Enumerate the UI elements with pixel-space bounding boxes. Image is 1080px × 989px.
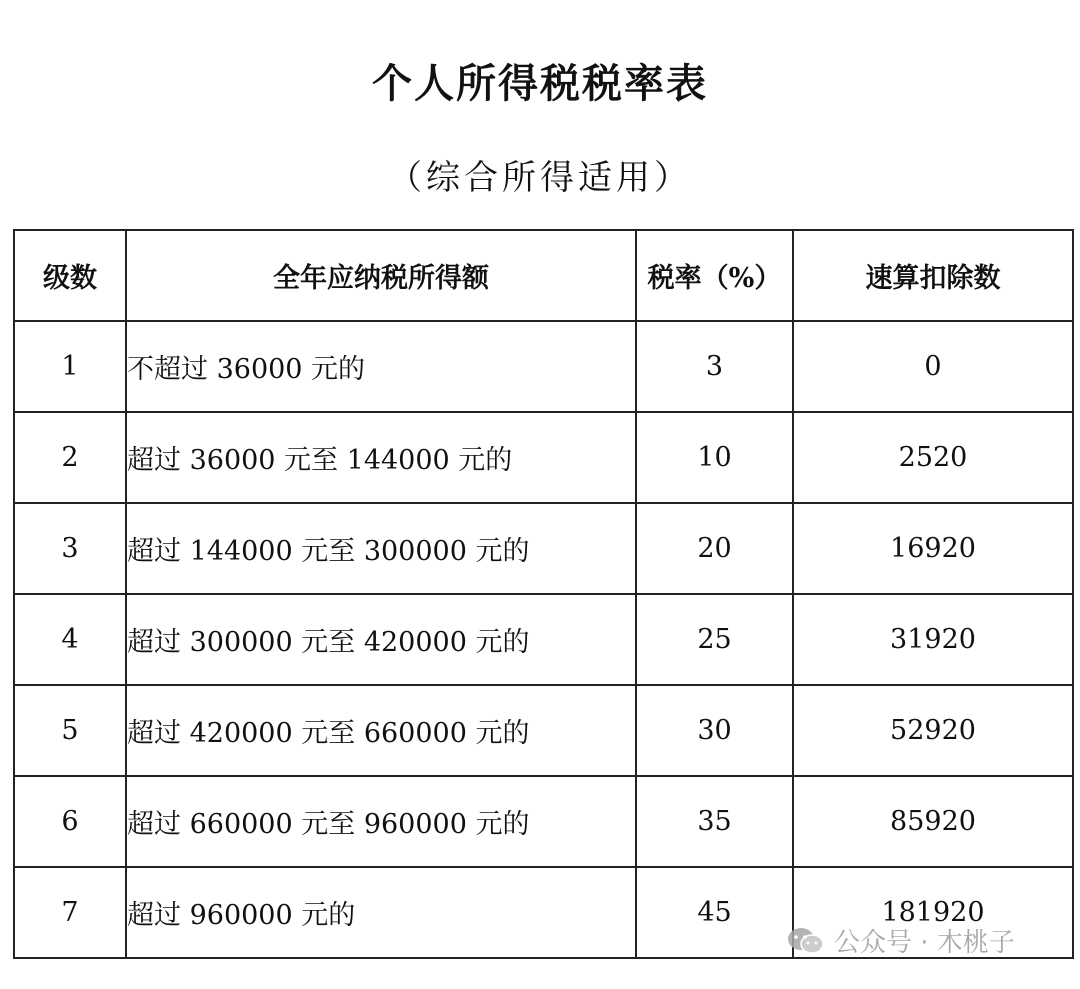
cell-level: 5	[14, 685, 126, 776]
cell-deduction: 2520	[793, 412, 1073, 503]
cell-deduction: 0	[793, 321, 1073, 412]
cell-deduction: 52920	[793, 685, 1073, 776]
cell-level: 4	[14, 594, 126, 685]
cell-rate: 35	[636, 776, 793, 867]
cell-range: 超过 420000 元至 660000 元的	[126, 685, 636, 776]
cell-range: 超过 960000 元的	[126, 867, 636, 958]
header-taxable-income: 全年应纳税所得额	[126, 230, 636, 321]
table-row	[14, 594, 1073, 685]
cell-rate: 45	[636, 867, 793, 958]
cell-range: 超过 300000 元至 420000 元的	[126, 594, 636, 685]
cell-level: 2	[14, 412, 126, 503]
cell-range: 超过 144000 元至 300000 元的	[126, 503, 636, 594]
table-row	[14, 776, 1073, 867]
cell-rate: 20	[636, 503, 793, 594]
table-row	[14, 321, 1073, 412]
tax-rate-table	[13, 229, 1074, 959]
cell-deduction: 85920	[793, 776, 1073, 867]
cell-deduction: 31920	[793, 594, 1073, 685]
header-level: 级数	[14, 230, 126, 321]
watermark	[786, 922, 1015, 959]
header-quick-deduction: 速算扣除数	[793, 230, 1073, 321]
cell-level: 3	[14, 503, 126, 594]
cell-level: 7	[14, 867, 126, 958]
page-title: 个人所得税税率表	[372, 60, 708, 107]
page-subtitle: （综合所得适用）	[388, 158, 692, 198]
wechat-icon	[786, 926, 826, 956]
table-row	[14, 503, 1073, 594]
cell-deduction: 181920	[793, 867, 1073, 958]
cell-level: 1	[14, 321, 126, 412]
cell-rate: 25	[636, 594, 793, 685]
cell-rate: 30	[636, 685, 793, 776]
table-header-row	[14, 230, 1073, 321]
cell-level: 6	[14, 776, 126, 867]
cell-deduction: 16920	[793, 503, 1073, 594]
cell-range: 不超过 36000 元的	[126, 321, 636, 412]
header-tax-rate: 税率（%）	[636, 230, 793, 321]
cell-rate: 10	[636, 412, 793, 503]
cell-range: 超过 660000 元至 960000 元的	[126, 776, 636, 867]
table-row	[14, 685, 1073, 776]
table-row	[14, 412, 1073, 503]
cell-range: 超过 36000 元至 144000 元的	[126, 412, 636, 503]
cell-rate: 3	[636, 321, 793, 412]
watermark-text: 公众号 · 木桃子	[834, 928, 1015, 958]
